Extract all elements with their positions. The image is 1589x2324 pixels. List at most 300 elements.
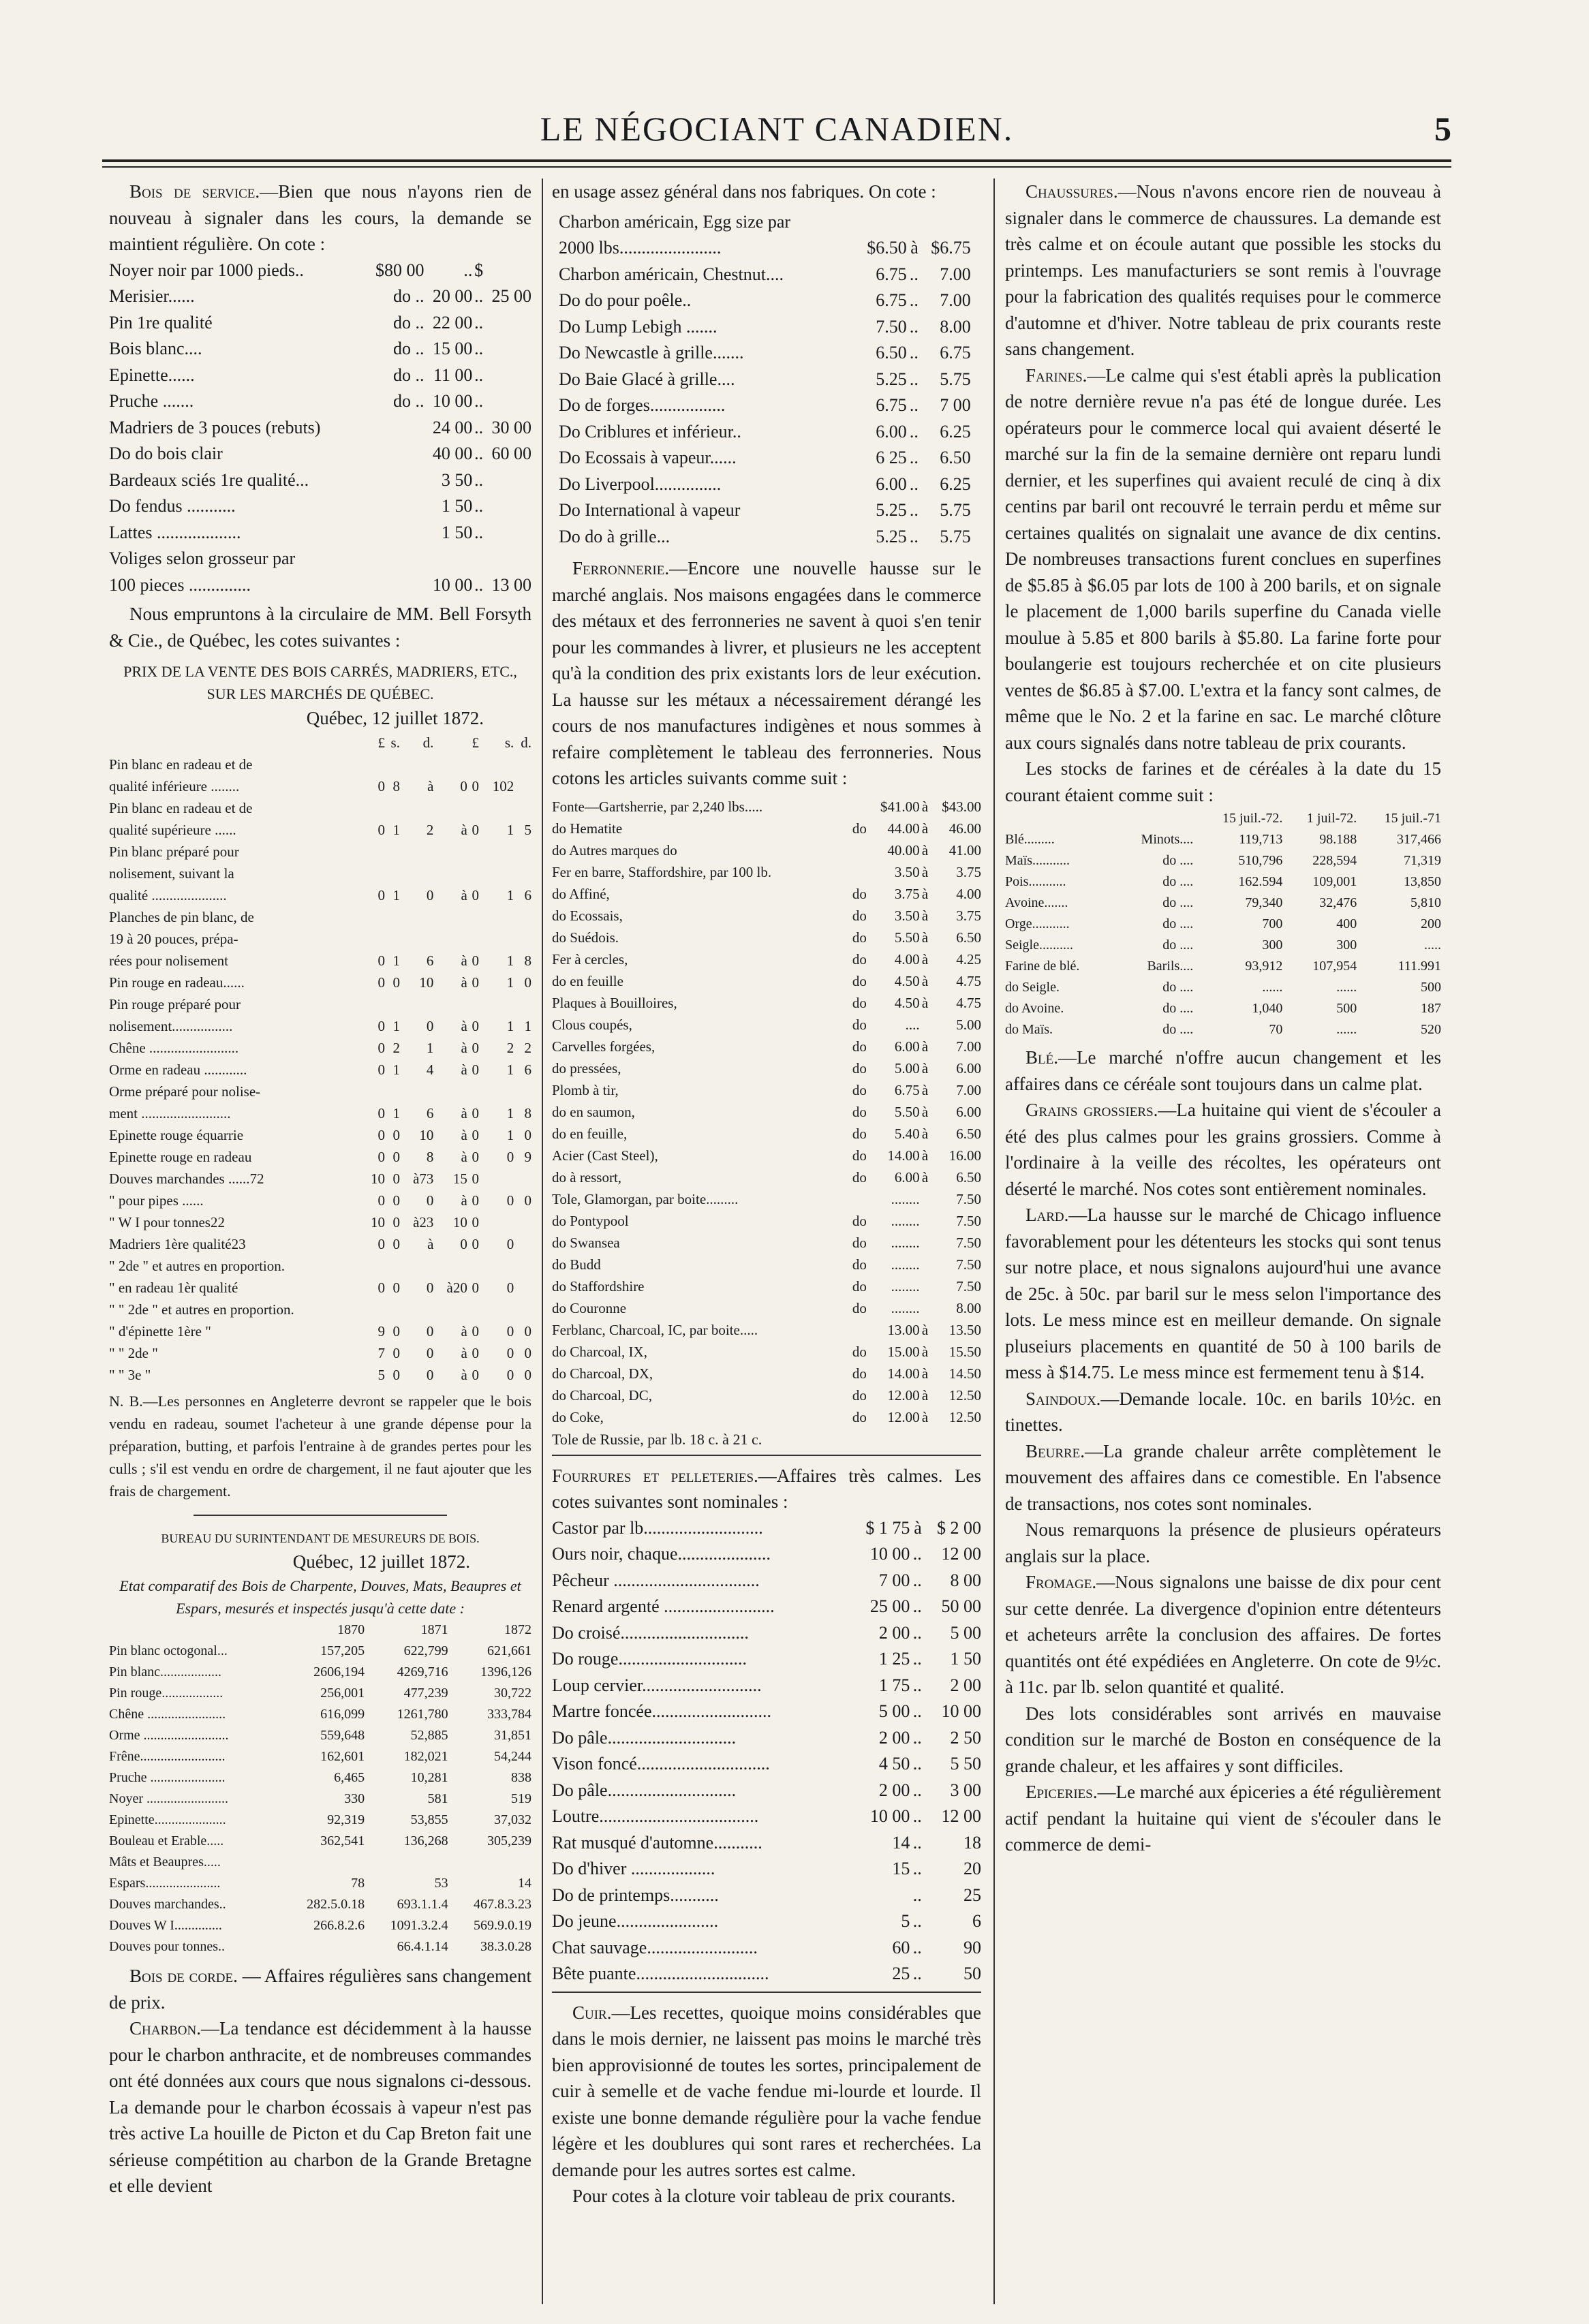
table-row (109, 928, 531, 950)
header-spacer (109, 732, 362, 754)
row-label: Madriers 1ère qualité23 (109, 1235, 246, 1252)
table-cell: 46.00 (948, 820, 981, 837)
table-row (559, 235, 971, 262)
table-cell: 2606,194 (313, 1664, 365, 1679)
table-cell: 53,855 (410, 1812, 448, 1827)
table-cell: do (852, 972, 867, 989)
table-row (109, 1037, 531, 1059)
table-cell: 50 (963, 1964, 981, 1983)
column-1 (109, 179, 531, 2304)
table-row (109, 1211, 531, 1233)
table-cell: 0 (506, 1322, 514, 1339)
table-row (109, 467, 531, 494)
table-cell: ........ (891, 1212, 920, 1229)
divider (552, 1455, 981, 1456)
table-cell: 98.188 (1319, 832, 1357, 847)
table-cell: 25 00 (491, 286, 531, 306)
table-cell: .. (474, 574, 484, 595)
table-cell: .. (912, 1859, 922, 1878)
table-cell: 1 50 (441, 522, 473, 542)
table-cell: 7.50 (956, 1212, 981, 1229)
table-cell: 0 (472, 1148, 479, 1165)
table-cell: .. (909, 421, 919, 441)
table-cell (365, 467, 425, 494)
table-row (109, 1936, 531, 1957)
table-row (109, 441, 531, 467)
table-cell: 24 00 (432, 417, 473, 437)
table-cell: 0 (377, 1148, 386, 1165)
column-header: 1872 (504, 1622, 531, 1637)
table-cell: 4.75 (956, 972, 981, 989)
table-cell: 0 (472, 952, 479, 969)
table-cell: 0 (377, 1279, 386, 1296)
table-cell: .. (912, 1885, 922, 1905)
table-cell: 0 (426, 1017, 434, 1034)
table-cell: 8 (392, 777, 400, 794)
header-rule-thin (102, 166, 1451, 168)
table-cell: 136,268 (403, 1833, 448, 1848)
article-chaussures (1005, 179, 1441, 362)
header-rule-thick (102, 159, 1451, 162)
column-header: 1870 (337, 1622, 365, 1637)
table-row (109, 1081, 531, 1102)
table-cell: 6.75 (876, 264, 907, 284)
table-cell: 10 00 (432, 574, 473, 595)
section-heading: Blé. (1025, 1047, 1058, 1068)
table-cell: .. (474, 444, 484, 463)
table-row (559, 262, 971, 288)
table-row (552, 1935, 981, 1962)
table-row (109, 546, 531, 572)
table-row (552, 1384, 981, 1406)
row-label: Pin rouge en radeau...... (109, 974, 245, 991)
table-cell: 70 (1269, 1022, 1283, 1037)
table-row (109, 1788, 531, 1810)
dateline: Québec, 12 juillet 1872. (292, 1551, 470, 1572)
table-cell: 0 (524, 1322, 531, 1339)
row-label: Do Baie Glacé à grille.... (559, 369, 735, 389)
table-cell: do (852, 1343, 867, 1360)
table-cell: à (461, 886, 467, 903)
table-cell: 162.594 (1238, 874, 1283, 889)
row-label: do Budd (552, 1256, 601, 1273)
row-label: Do International à vapeur (559, 500, 741, 520)
table-cell: à (921, 1321, 929, 1338)
table-cell: à (914, 1517, 922, 1538)
table-cell: à (921, 1343, 929, 1360)
table-row (552, 1232, 981, 1254)
table-cell: do .... (1162, 916, 1194, 931)
table-cell: 6.00 (894, 1038, 920, 1055)
table-row (109, 863, 531, 884)
table-cell: à23 (413, 1213, 434, 1230)
row-label: Do de forges................. (559, 395, 726, 415)
table-cell: à (461, 1366, 467, 1383)
table-cell: do .... (1162, 1022, 1194, 1037)
table-row (552, 1620, 981, 1647)
table-cell: 4269,716 (397, 1664, 448, 1679)
row-label: ment ......................... (109, 1104, 231, 1121)
table-cell: 22 00 (432, 312, 473, 332)
table-cell: 2 00 (950, 1675, 981, 1695)
row-label: Merisier...... (109, 286, 195, 306)
table-cell (514, 1168, 531, 1190)
table-row (552, 992, 981, 1014)
table-cell: 41.00 (948, 841, 981, 858)
table-row (552, 1515, 981, 1542)
table-cell: 0 (472, 974, 479, 991)
row-label: do Couronne (552, 1299, 627, 1316)
table-cell: .... (905, 1016, 920, 1033)
table-row (552, 1145, 981, 1166)
table-cell: 0 (472, 1213, 479, 1230)
table-cell (920, 1297, 929, 1319)
table-cell: 0 (377, 952, 386, 969)
table-row (109, 1662, 531, 1683)
table-cell: 6.00 (956, 1103, 981, 1120)
table-cell: do .. (393, 339, 425, 358)
row-label: Avoine....... (1005, 895, 1068, 910)
table-cell: 0 (392, 1235, 400, 1252)
table-cell: do (852, 1147, 867, 1164)
table-cell: 1 (392, 1104, 400, 1121)
table-row (559, 445, 971, 471)
table-row (109, 1364, 531, 1386)
table-cell: à (921, 994, 929, 1011)
row-label: Noyer ........................ (109, 1791, 228, 1806)
table-cell: à (461, 1017, 467, 1034)
table-cell: 79,340 (1245, 895, 1283, 910)
table-cell: 1 (392, 821, 400, 838)
row-label: do Avoine. (1005, 1001, 1064, 1016)
table-cell: ...... (1262, 980, 1283, 995)
table-row (109, 1146, 531, 1168)
table-cell: 13.50 (948, 1321, 981, 1338)
table-cell: 3.75 (894, 885, 920, 902)
table-row (109, 906, 531, 928)
table-cell: 14.50 (948, 1365, 981, 1382)
table-cell: à (921, 1365, 929, 1382)
table-cell: 622,799 (403, 1643, 448, 1658)
table-cell: 12.50 (948, 1386, 981, 1404)
table-row (109, 1342, 531, 1364)
table-cell: .. (912, 1806, 922, 1826)
table-cell: 5.40 (894, 1125, 920, 1142)
table-cell: .. (909, 290, 919, 310)
table-row (1005, 935, 1441, 956)
table-cell: 0 (377, 777, 386, 794)
row-label: Do do à grille... (559, 526, 670, 546)
row-label: " " 2de " (109, 1344, 158, 1361)
row-label: Chêne ......................... (109, 1039, 239, 1056)
row-label: Do croisé............................. (552, 1622, 749, 1643)
table-cell: 362,541 (320, 1833, 365, 1848)
table-cell (483, 493, 531, 520)
tole-russie-line: Tole de Russie, par lb. 18 c. à 21 c. (552, 1430, 762, 1448)
row-label: do en feuille (552, 972, 623, 989)
table-cell: 15 (452, 1170, 467, 1187)
table-row (552, 948, 981, 970)
article-fromage (1005, 1569, 1441, 1701)
table-cell: 30 00 (491, 417, 531, 437)
article-text: Des lots considérables sont arrivés en mauvaise condition sur le marché de Boston en conséquence de la grande chaleur, et les affaires y sont difficiles. (1005, 1703, 1441, 1776)
table-cell: 7.00 (940, 264, 971, 284)
table-cell (483, 336, 531, 362)
row-label: Pruche ....... (109, 391, 194, 411)
table-cell: 0 (377, 1192, 386, 1209)
table-cell: 4 (426, 1061, 434, 1078)
table-cell: .. (912, 1964, 922, 1983)
table-row (559, 314, 971, 341)
row-label: Clous coupés, (552, 1016, 632, 1033)
table-row (109, 1810, 531, 1831)
table-row (552, 1778, 981, 1804)
table-cell: 0 (377, 974, 386, 991)
table-cell: 0 (377, 1039, 386, 1056)
table-cell: 10 (371, 1170, 386, 1187)
table-row (552, 905, 981, 927)
table-cell: 1261,780 (397, 1707, 448, 1722)
table-cell: 25 (963, 1885, 981, 1905)
table-cell: 0 (506, 1192, 514, 1209)
table-cell: 12.50 (948, 1408, 981, 1425)
row-label: Acier (Cast Steel), (552, 1147, 658, 1164)
row-label: do Coke, (552, 1408, 604, 1425)
table-row (109, 572, 531, 599)
table-cell: 1 (506, 1017, 514, 1034)
table-cell: à (921, 863, 929, 880)
row-label: qualité ..................... (109, 886, 227, 903)
table-cell (479, 1211, 514, 1233)
table-cell: 93,912 (1245, 959, 1283, 974)
article-text: —La hausse sur le marché de Chicago influence favorablement pour les détenteurs les stocks qui sont tenus sur notre place, et nous signalons aujourd'hui une avance de 25c. à 50c. par baril sur le mess selon l'importance des lots. Le mess mince est en meilleur demande. On signale pluseiurs placements en quantité de 50 à 100 barils de mess à $14.75. Le mess mince est fermement tenu à $14. (1005, 1205, 1441, 1382)
table-cell: à (921, 950, 929, 967)
table-cell (848, 796, 867, 818)
table-cell: .. (912, 1701, 922, 1721)
table-cell: do (852, 950, 867, 967)
table-cell: 0 (460, 777, 467, 794)
table-cell: 1396,126 (480, 1664, 531, 1679)
table-cell: à (921, 1038, 929, 1055)
table-row (109, 1725, 531, 1746)
newspaper-title: LE NÉGOCIANT CANADIEN. (540, 110, 1014, 148)
table-cell: 111.991 (1398, 959, 1441, 974)
table-row (552, 883, 981, 905)
table-cell: do .. (393, 312, 425, 332)
header-spacer (109, 1620, 281, 1641)
table-cell: 0 (472, 1061, 479, 1078)
table-cell: 44.00 (887, 820, 920, 837)
bureau-table (109, 1620, 531, 1957)
row-label: Ours noir, chaque..................... (552, 1544, 771, 1564)
table-cell: à20 (446, 1279, 467, 1296)
table-cell: 6.00 (876, 421, 907, 441)
table-cell: ........ (891, 1190, 920, 1207)
table-cell: 1 (506, 821, 514, 838)
table-cell (920, 1232, 929, 1254)
table-cell: 5.25 (876, 500, 907, 520)
row-label: Voliges selon grosseur par (109, 548, 296, 568)
table-cell: .. (474, 417, 484, 437)
row-label: Do d'hiver ................... (552, 1859, 715, 1878)
table-cell: 0 (426, 1192, 434, 1209)
table-cell: à (921, 798, 929, 815)
article-text: —Demande locale. 10c. en barils 10½c. en tinettes. (1005, 1388, 1441, 1435)
section-heading: Charbon. (129, 2018, 201, 2039)
table-cell: 5.25 (876, 526, 907, 546)
table-row (109, 1915, 531, 1936)
table-row (552, 1297, 981, 1319)
table-cell: 6.25 (940, 474, 971, 494)
table-cell: do (852, 907, 867, 924)
column-header: 15 juil.-72. (1222, 811, 1283, 826)
table-cell: 7 00 (940, 395, 971, 415)
article-text: —La tendance est décidemment à la hausse pour le charbon anthracite, et de nombreuses commandes ont été données aux cours que nous signalons ci-dessous. La demande pour le charbon écossais à vapeur n'est pas très active La houille de Picton et du Cap Breton fait une sérieuse compétition au charbon de la Grande Bretagne et elle devient (109, 2018, 531, 2196)
table-row (109, 258, 531, 284)
row-label: 2000 lbs....................... (559, 238, 722, 258)
ferronnerie-table (552, 796, 981, 1428)
table-row (552, 1166, 981, 1188)
row-label: Blé......... (1005, 832, 1055, 847)
table-cell: 6.00 (956, 1059, 981, 1076)
table-row (109, 1641, 531, 1662)
table-row (109, 1233, 531, 1255)
row-label: Pin 1re qualité (109, 312, 213, 332)
row-label: qualité inférieure ........ (109, 777, 240, 794)
table-cell: à (461, 1148, 467, 1165)
table-cell: 1 (506, 974, 514, 991)
table-cell: do .... (1162, 1001, 1194, 1016)
table-cell: 0 (392, 1126, 400, 1143)
table-cell (920, 1254, 929, 1275)
table-cell: Minots.... (1141, 832, 1194, 847)
table-row (552, 1961, 981, 1987)
table-cell: 1 (392, 886, 400, 903)
table-cell: .. (912, 1649, 922, 1669)
table-cell: 14.00 (887, 1365, 920, 1382)
section-heading: Saindoux. (1025, 1388, 1101, 1409)
table-row (1005, 998, 1441, 1019)
row-label: do Maïs. (1005, 1022, 1053, 1037)
row-label: Pruche ...................... (109, 1770, 226, 1785)
table-cell: 1091.3.2.4 (390, 1918, 448, 1933)
table-cell: 0 (524, 1192, 531, 1209)
table-row (109, 1299, 531, 1320)
table-cell: 7.50 (956, 1256, 981, 1273)
table-cell: 109,001 (1312, 874, 1357, 889)
table-cell: à (461, 1126, 467, 1143)
table-row (109, 1168, 531, 1190)
row-label: Do Liverpool............... (559, 474, 722, 494)
table-cell: .. (474, 365, 484, 385)
table-cell: 228,594 (1312, 853, 1357, 868)
table-row (1005, 871, 1441, 893)
table-cell: 693.1.1.4 (397, 1897, 448, 1912)
table-cell: 0 (472, 1126, 479, 1143)
row-label: Rat musqué d'automne........... (552, 1832, 762, 1853)
section-heading: Ferronnerie. (572, 558, 670, 578)
table-cell: do (852, 1212, 867, 1229)
table-cell (920, 1188, 929, 1210)
table-cell: 162,601 (320, 1749, 365, 1764)
table-cell: 90 (963, 1937, 981, 1957)
table-cell: 60 00 (491, 444, 531, 463)
table-row (109, 1894, 531, 1915)
article-grains (1005, 1097, 1441, 1202)
table-cell: 700 (1262, 916, 1283, 931)
table-cell: .. (909, 395, 919, 415)
table-row (552, 1856, 981, 1883)
table-row (559, 471, 971, 498)
row-label: do Charcoal, DC, (552, 1386, 652, 1404)
row-label: Orme préparé pour nolise- (109, 1083, 261, 1100)
table-cell: 1 (506, 1126, 514, 1143)
column-header: d. (521, 734, 531, 751)
table-cell (483, 467, 531, 494)
table-cell: 0 (472, 886, 479, 903)
table-cell: do (852, 1125, 867, 1142)
column-header: d. (422, 734, 434, 751)
table-cell: 13.00 (887, 1321, 920, 1338)
table-row (552, 1057, 981, 1079)
table-cell: 1 (392, 1017, 400, 1034)
table-cell: 6.50 (956, 1168, 981, 1186)
row-label: Do Newcastle à grille....... (559, 343, 744, 362)
table-cell: 4 50 (878, 1754, 910, 1773)
table-row (559, 497, 971, 524)
column-header (433, 732, 467, 754)
table-cell: 10,281 (410, 1770, 448, 1785)
row-label: Plaques à Bouilloires, (552, 994, 677, 1011)
table-cell: 12 00 (941, 1544, 981, 1564)
table-cell: 31,851 (494, 1728, 531, 1743)
table-row (1005, 850, 1441, 871)
table-cell: 40.00 (887, 841, 920, 858)
table-cell: 0 (377, 1235, 386, 1252)
table-cell: do (852, 994, 867, 1011)
column-header: 1 juil-72. (1306, 811, 1357, 826)
table-cell: do .. (393, 286, 425, 306)
table-cell: 282.5.0.18 (307, 1897, 365, 1912)
table-cell: 11 00 (433, 365, 473, 385)
table-cell: .. (912, 1911, 922, 1931)
table-cell: ...... (1336, 980, 1357, 995)
table-cell: 0 (506, 1279, 514, 1296)
table-cell: 1 (392, 1061, 400, 1078)
table-cell: 400 (1336, 916, 1357, 931)
table-cell: 0 (524, 1344, 531, 1361)
table-cell: .. (909, 500, 919, 520)
table-cell: 52,885 (410, 1728, 448, 1743)
row-label: " " 3e " (109, 1366, 151, 1383)
table-cell: 0 (392, 1279, 400, 1296)
table-cell: 0 (506, 1366, 514, 1383)
table-cell (848, 1188, 867, 1210)
section-heading: Beurre. (1025, 1440, 1085, 1461)
table-cell: 0 (392, 1148, 400, 1165)
divider (552, 1992, 981, 1993)
table-cell: 182,021 (403, 1749, 448, 1764)
table-cell: 6 (426, 952, 434, 969)
table-cell: do (852, 885, 867, 902)
table-cell: .. (912, 1937, 922, 1957)
table-cell: 0 (392, 1192, 400, 1209)
table-cell: 520 (1421, 1022, 1441, 1037)
table-header-row (109, 1620, 531, 1641)
table-cell: 1 (426, 1039, 434, 1056)
table-cell: .. (474, 469, 484, 490)
table-cell: 0 (472, 1170, 479, 1187)
